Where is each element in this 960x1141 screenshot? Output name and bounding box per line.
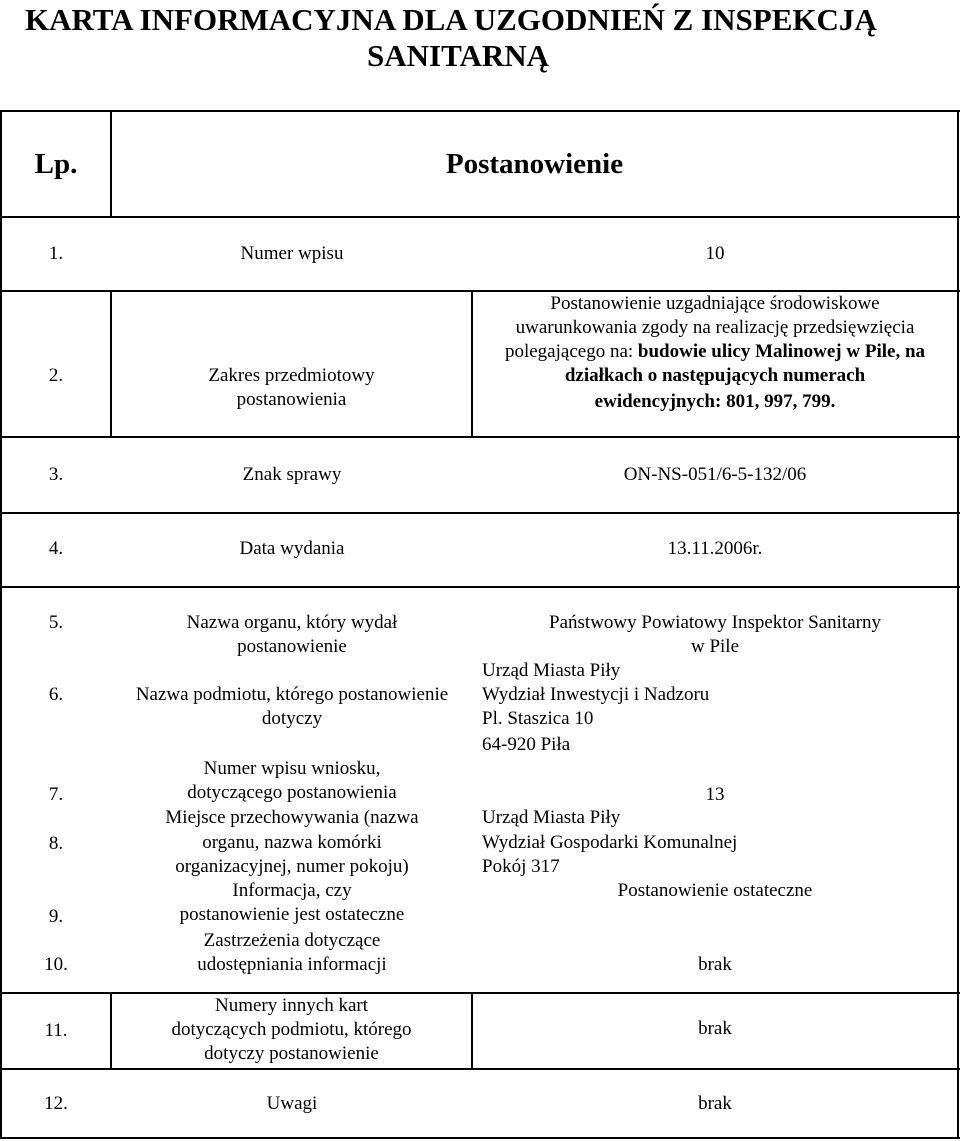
row-2-label-line-1: Zakres przedmiotowy (208, 365, 375, 386)
row-7-value: 13 (705, 784, 725, 805)
row-7-label-line-2: dotyczącego postanowienia (187, 782, 397, 803)
row-2-value-line-3a: polegającego na: (504, 341, 638, 362)
row-8-label-line-3: organizacyjnej, numer pokoju) (175, 856, 409, 877)
column-divider (110, 290, 112, 436)
row-9-value: Postanowienie ostateczne (617, 880, 813, 901)
row-6-value-line-2: Wydział Inwestycji i Nadzoru (482, 684, 710, 705)
row-11-value: brak (698, 1018, 732, 1039)
row-10-label-line-2: udostępniania informacji (197, 954, 387, 975)
header-lp: Lp. (34, 148, 78, 180)
row-12-label: Uwagi (266, 1093, 318, 1114)
row-divider (0, 1068, 960, 1070)
row-2-value-line-4: działkach o następujących numerach (564, 365, 866, 386)
row-1-number: 1. (48, 243, 64, 264)
row-8-value-line-1: Urząd Miasta Piły (482, 807, 621, 828)
row-6-value-line-1: Urząd Miasta Piły (482, 660, 621, 681)
row-divider (0, 436, 960, 438)
row-4-label: Data wydania (239, 538, 345, 559)
row-9-label-line-2: postanowienie jest ostateczne (179, 904, 405, 925)
row-4-number: 4. (48, 538, 64, 559)
row-2-value-line-3b: budowie ulicy Malinowej w Pile, na (637, 341, 926, 362)
row-9-number: 9. (48, 906, 64, 927)
row-8-value-line-2: Wydział Gospodarki Komunalnej (482, 832, 738, 853)
row-4-value: 13.11.2006r. (667, 538, 763, 559)
row-7-label-line-1: Numer wpisu wniosku, (203, 758, 381, 779)
row-11-label-line-3: dotyczy postanowienie (204, 1043, 379, 1064)
row-2-label-line-2: postanowienia (236, 389, 347, 410)
row-7-number: 7. (48, 784, 64, 805)
row-8-value-line-3: Pokój 317 (482, 856, 560, 877)
row-9-label-line-1: Informacja, czy (232, 880, 352, 901)
row-5-value-line-2: w Pile (690, 636, 740, 657)
row-11-label-line-1: Numery innych kart (214, 995, 368, 1016)
row-3-number: 3. (48, 464, 64, 485)
header-postanowienie: Postanowienie (445, 148, 624, 180)
row-6-label-line-1: Nazwa podmiotu, którego postanowienie (135, 684, 449, 705)
row-8-label-line-1: Miejsce przechowywania (nazwa (165, 807, 419, 828)
row-8-label-line-2: organu, nazwa komórki (202, 832, 382, 853)
row-2-number: 2. (48, 365, 64, 386)
row-divider (0, 586, 960, 588)
row-12-value: brak (698, 1093, 732, 1114)
title-line-1: KARTA INFORMACYJNA DLA UZGODNIEŃ Z INSPEKCJĄ (25, 2, 877, 37)
table-border (957, 110, 959, 1139)
row-3-label: Znak sprawy (242, 464, 342, 485)
row-5-label-line-1: Nazwa organu, który wydał (186, 612, 398, 633)
row-10-number: 10. (44, 954, 68, 975)
row-12-number: 12. (44, 1093, 68, 1114)
row-8-number: 8. (48, 833, 64, 854)
row-2-value-line-3 (473, 340, 957, 364)
row-6-value-line-4: 64-920 Piła (482, 734, 571, 755)
table-border (0, 1137, 960, 1139)
row-1-label: Numer wpisu (240, 243, 344, 264)
row-10-value: brak (698, 954, 732, 975)
row-divider (0, 216, 960, 218)
table-border (0, 110, 960, 112)
row-3-value: ON-NS-051/6-5-132/06 (623, 464, 807, 485)
row-5-label-line-2: postanowienie (237, 636, 347, 657)
row-11-number: 11. (44, 1020, 68, 1041)
row-5-number: 5. (48, 612, 64, 633)
row-divider (0, 512, 960, 514)
title-line-2: SANITARNĄ (367, 38, 550, 73)
row-6-number: 6. (48, 684, 64, 705)
row-6-value-line-3: Pl. Staszica 10 (482, 708, 594, 729)
row-6-label-line-2: dotyczy (261, 708, 323, 729)
row-11-label-line-2: dotyczących podmiotu, którego (171, 1019, 412, 1040)
row-2-value-line-2: uwarunkowania zgody na realizację przedsięwzięcia (515, 317, 915, 338)
row-2-value-line-5: ewidencyjnych: 801, 997, 799. (594, 391, 836, 412)
row-2-value-line-1: Postanowienie uzgadniające środowiskowe (550, 293, 880, 314)
row-5-value-line-1: Państwowy Powiatowy Inspektor Sanitarny (549, 612, 881, 633)
row-1-value: 10 (705, 243, 725, 264)
row-10-label-line-1: Zastrzeżenia dotyczące (203, 930, 381, 951)
